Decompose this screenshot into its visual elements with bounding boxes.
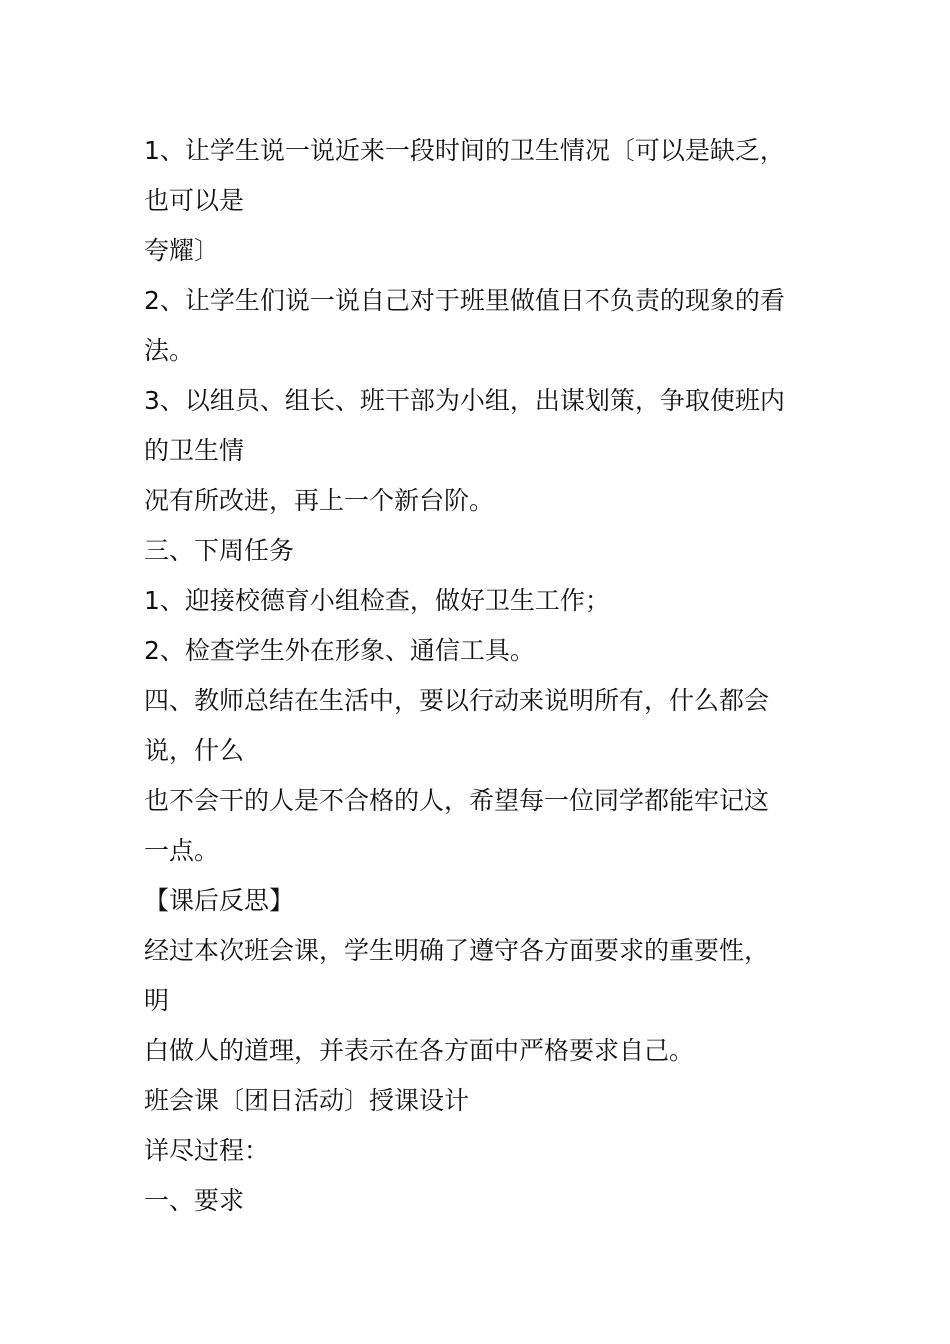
text-line: 况有所改进，再上一个新台阶。 xyxy=(144,486,495,515)
section-heading: 一、要求 xyxy=(144,1186,245,1215)
text-line: 经过本次班会课，学生明确了遵守各方面要求的重要性， xyxy=(144,936,770,965)
section-heading: 四、教师总结在生活中，要以行动来说明所有，什么都会 xyxy=(144,686,770,715)
text-line: 也不会干的人是不合格的人，希望每一位同学都能牢记这 xyxy=(144,786,770,815)
text-line: 白做人的道理，并表示在各方面中严格要求自己。 xyxy=(144,1036,695,1065)
text-line: 3、以组员、组长、班干部为小组，出谋划策，争取使班内 xyxy=(144,386,785,415)
section-heading: 三、下周任务 xyxy=(144,536,295,565)
text-line: 1、迎接校德育小组检查，做好卫生工作； xyxy=(144,586,610,615)
text-line: 说，什么 xyxy=(144,736,245,765)
text-line: 2、检查学生外在形象、通信工具。 xyxy=(144,636,535,665)
text-line: 详尽过程： xyxy=(144,1136,270,1165)
text-line: 夸耀〕 xyxy=(144,236,220,265)
text-line: 2、让学生们说一说自己对于班里做值日不负责的现象的看 xyxy=(144,286,785,315)
text-line: 也可以是 xyxy=(144,186,245,215)
text-line: 1、让学生说一说近来一段时间的卫生情况〔可以是缺乏， xyxy=(144,136,785,165)
section-heading: 【课后反思】 xyxy=(144,886,295,915)
document-body xyxy=(144,126,824,1226)
text-line: 一点。 xyxy=(144,836,220,865)
document-title: 班会课〔团日活动〕授课设计 xyxy=(144,1086,470,1115)
text-line: 法。 xyxy=(144,336,195,365)
text-line: 的卫生情 xyxy=(144,436,245,465)
text-line: 明 xyxy=(144,986,170,1015)
